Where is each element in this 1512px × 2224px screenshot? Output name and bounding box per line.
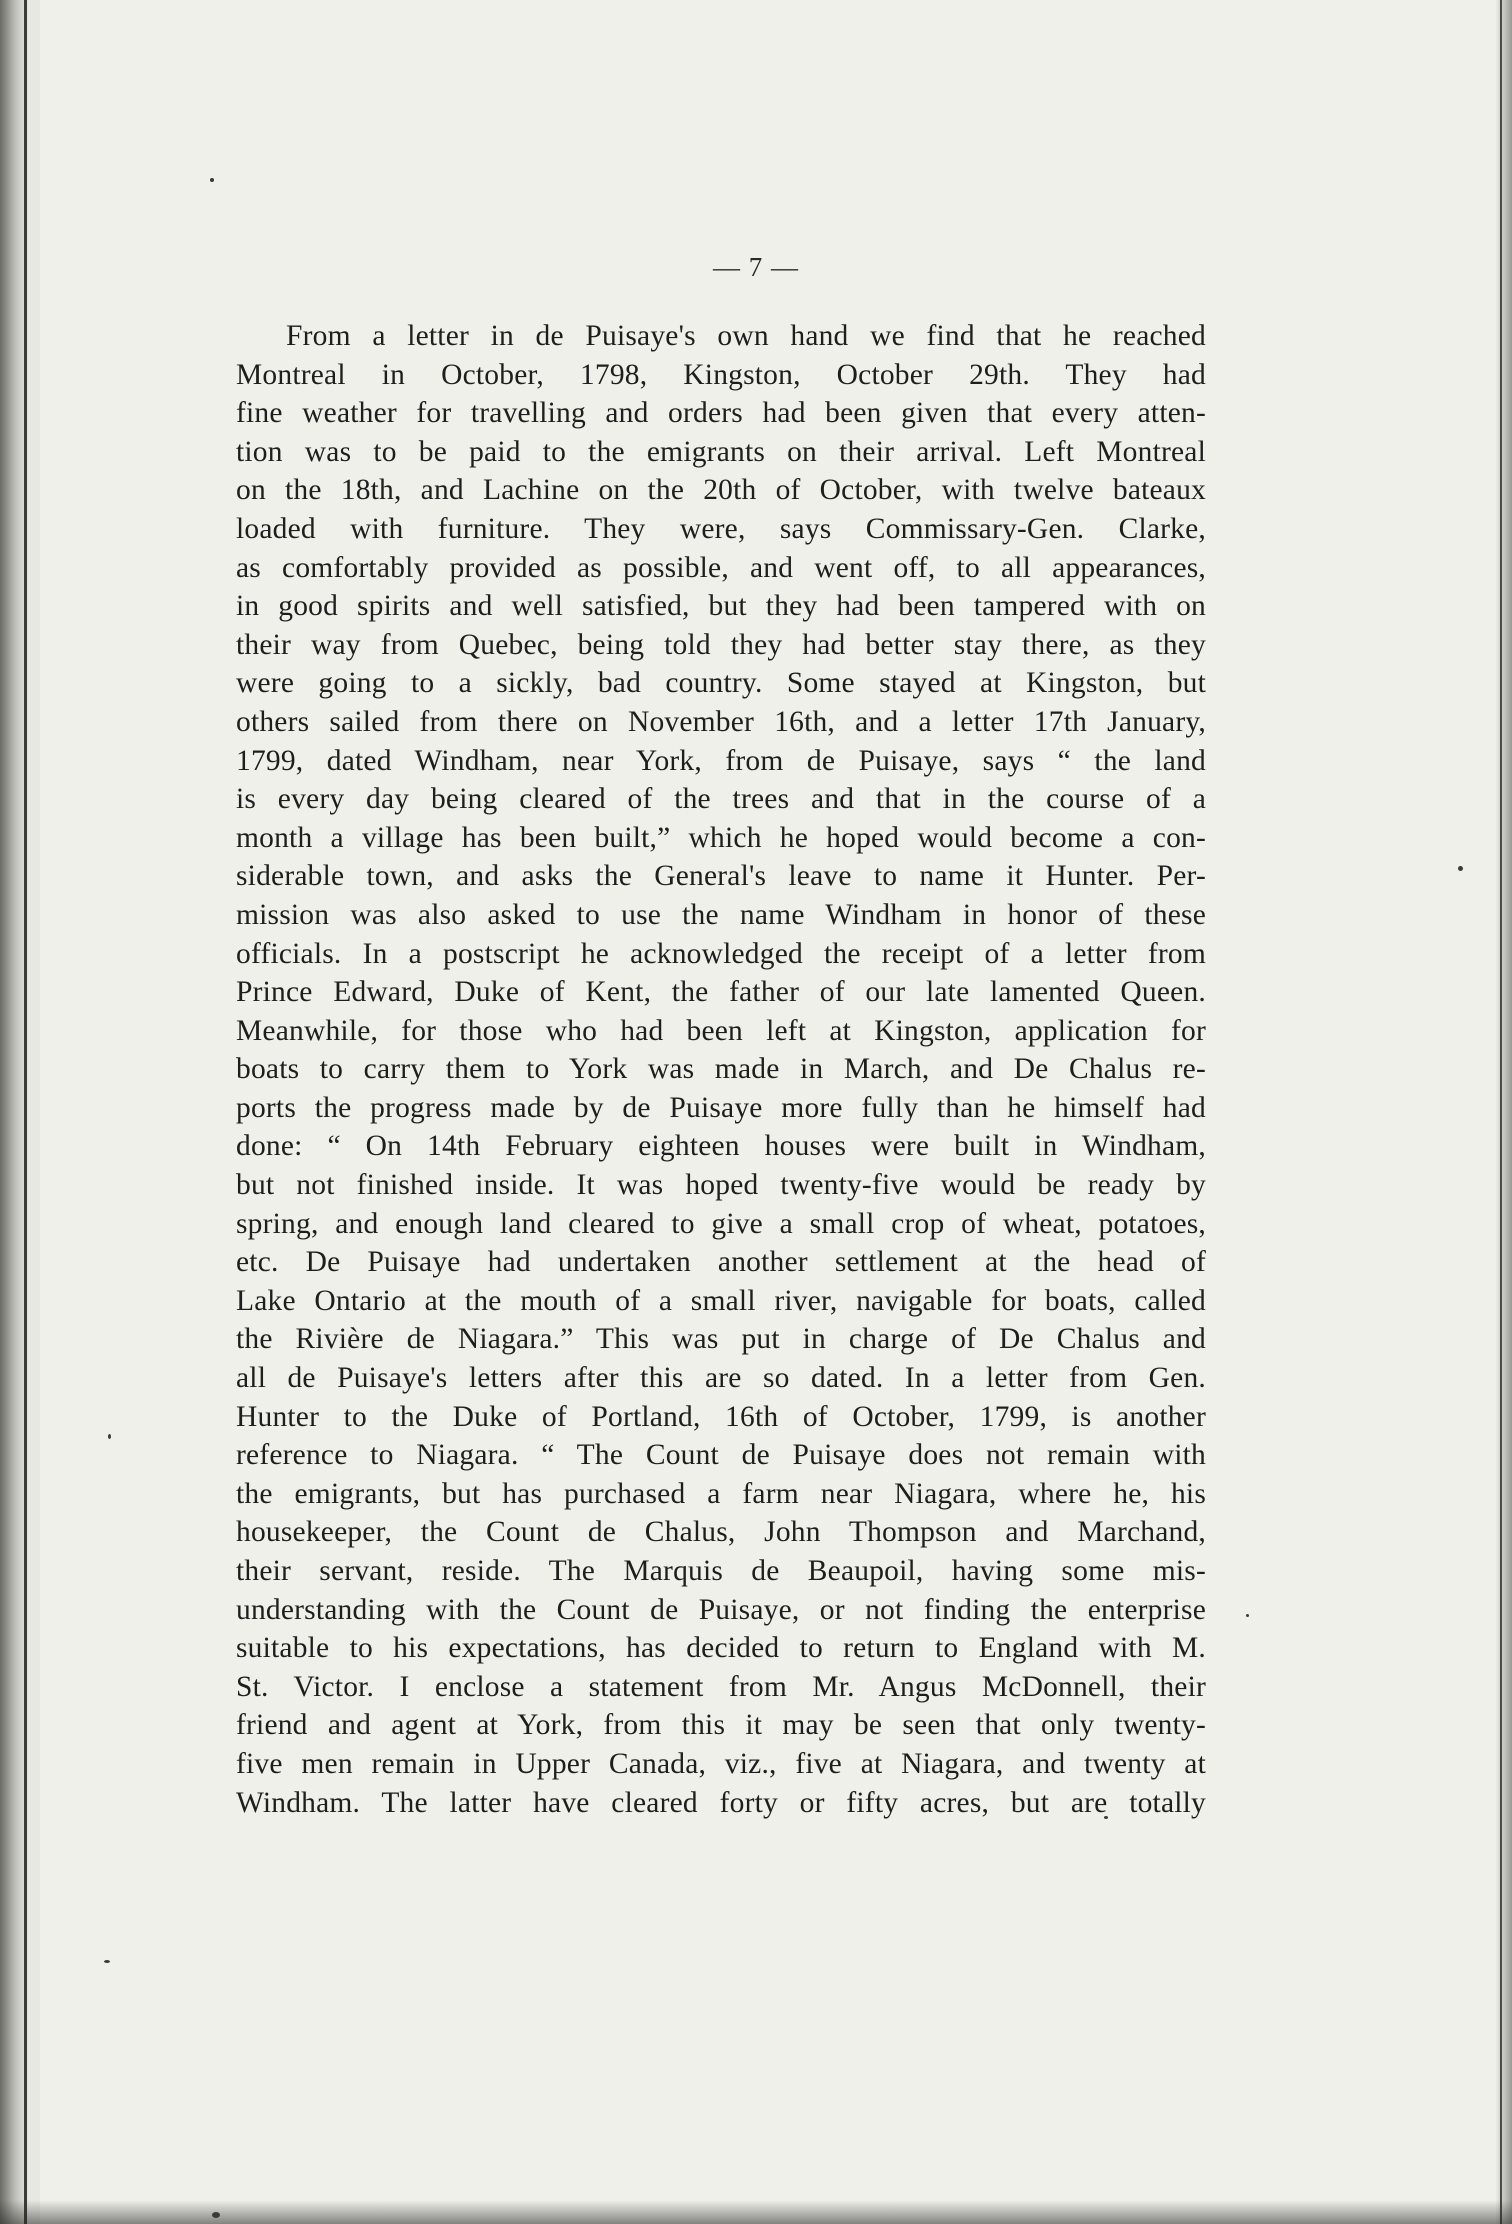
text-line: officials. In a postscript he acknowledged the receipt of a letter from (236, 937, 1206, 970)
text-line: the emigrants, but has purchased a farm near Niagara, where he, his (236, 1477, 1206, 1510)
text-line: spring, and enough land cleared to give a small crop of wheat, potatoes, (236, 1207, 1206, 1240)
text-line: etc. De Puisaye had undertaken another settlement at the head of (236, 1246, 1206, 1279)
text-line: as comfortably provided as possible, and went off, to all appearances, (236, 551, 1206, 584)
bottom-edge-shadow (0, 2200, 1512, 2224)
text-line: mission was also asked to use the name Windham in honor of these (236, 898, 1206, 931)
text-line: 1799, dated Windham, near York, from de Puisaye, says “ the land (236, 744, 1206, 777)
text-line: siderable town, and asks the General's leave to name it Hunter. Per- (236, 860, 1206, 893)
text-line: in good spirits and well satisfied, but they had been tampered with on (236, 590, 1206, 623)
text-line: on the 18th, and Lachine on the 20th of October, with twelve bateaux (236, 474, 1206, 507)
text-line: were going to a sickly, bad country. Some stayed at Kingston, but (236, 667, 1206, 700)
text-line: all de Puisaye's letters after this are so dated. In a letter from Gen. (236, 1362, 1206, 1395)
right-page-edge (1500, 0, 1502, 2224)
text-line: their way from Quebec, being told they had better stay there, as they (236, 628, 1206, 661)
text-line: housekeeper, the Count de Chalus, John Thompson and Marchand, (236, 1516, 1206, 1549)
text-line: Windham. The latter have cleared forty or fifty acres, but are totally (236, 1786, 1206, 1819)
text-line: Meanwhile, for those who had been left at Kingston, application for (236, 1014, 1206, 1047)
text-line: ports the progress made by de Puisaye more fully than he himself had (236, 1091, 1206, 1124)
text-line: Lake Ontario at the mouth of a small river, navigable for boats, called (236, 1284, 1206, 1317)
text-line: Prince Edward, Duke of Kent, the father of our late lamented Queen. (236, 976, 1206, 1009)
text-line: From a letter in de Puisaye's own hand we find that he reached (286, 320, 1206, 352)
text-line: done: “ On 14th February eighteen houses were built in Windham, (236, 1130, 1206, 1163)
text-line: Montreal in October, 1798, Kingston, October 29th. They had (236, 358, 1206, 391)
text-line: loaded with furniture. They were, says Commissary-Gen. Clarke, (236, 512, 1206, 545)
text-line: the Rivière de Niagara.” This was put in charge of De Chalus and (236, 1323, 1206, 1356)
body-text (236, 317, 1206, 1822)
text-line: St. Victor. I enclose a statement from Mr. Angus McDonnell, their (236, 1670, 1206, 1703)
paper-speck (104, 1960, 110, 1963)
left-page-edge (24, 0, 27, 2224)
paper-speck (108, 1434, 111, 1439)
text-line: but not finished inside. It was hoped twenty-five would be ready by (236, 1169, 1206, 1202)
paper-speck (1458, 866, 1463, 871)
paper-speck (1246, 1614, 1249, 1617)
text-line: is every day being cleared of the trees and that in the course of a (236, 783, 1206, 816)
text-line: Hunter to the Duke of Portland, 16th of October, 1799, is another (236, 1400, 1206, 1433)
text-line: fine weather for travelling and orders had been given that every atten- (236, 397, 1206, 430)
text-line: tion was to be paid to the emigrants on their arrival. Left Montreal (236, 435, 1206, 468)
text-line: reference to Niagara. “ The Count de Puisaye does not remain with (236, 1439, 1206, 1472)
text-line: friend and agent at York, from this it may be seen that only twenty- (236, 1709, 1206, 1742)
text-line: their servant, reside. The Marquis de Beaupoil, having some mis- (236, 1555, 1206, 1587)
text-line: understanding with the Count de Puisaye, or not finding the enterprise (236, 1593, 1206, 1626)
text-line: others sailed from there on November 16th, and a letter 17th January, (236, 705, 1206, 738)
paper-speck (210, 178, 214, 182)
text-line: five men remain in Upper Canada, viz., five at Niagara, and twenty at (236, 1747, 1206, 1780)
text-line: suitable to his expectations, has decided to return to England with M. (236, 1632, 1206, 1665)
page-number: — 7 — (713, 252, 799, 282)
text-line: month a village has been built,” which he hoped would become a con- (236, 821, 1206, 854)
text-line: boats to carry them to York was made in March, and De Chalus re- (236, 1053, 1206, 1086)
paper-speck (212, 2212, 220, 2218)
